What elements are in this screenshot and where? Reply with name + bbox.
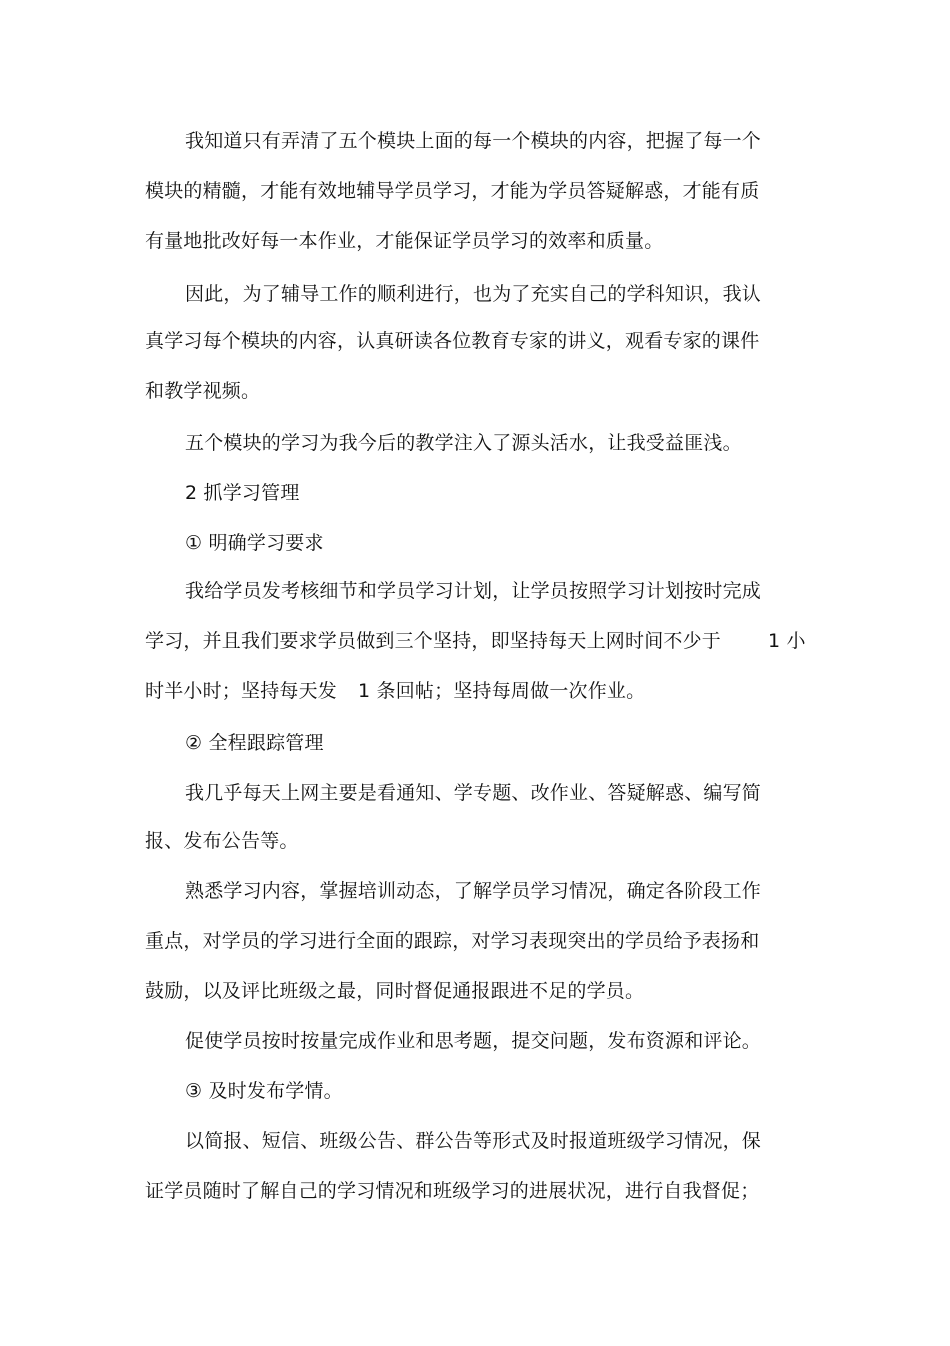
text-line: 报、发布公告等。 [145,830,299,852]
subsection-heading: ③ 及时发布学情。 [185,1080,343,1102]
text-line: 我几乎每天上网主要是看通知、学专题、改作业、答疑解惑、编写简 [185,782,762,804]
text-line: 模块的精髓，才能有效地辅导学员学习，才能为学员答疑解惑，才能有质 [145,180,760,202]
text-fragment: 1 小 [768,630,806,652]
text-line: 和教学视频。 [145,380,261,402]
subsection-heading: ① 明确学习要求 [185,532,324,554]
text-line: 真学习每个模块的内容，认真研读各位教育专家的讲义，观看专家的课件 [145,330,760,352]
text-fragment: 1 条回帖；坚持每周做一次作业。 [358,680,646,702]
text-line: 我给学员发考核细节和学员学习计划，让学员按照学习计划按时完成 [185,580,762,602]
text-line: 熟悉学习内容，掌握培训动态，了解学员学习情况，确定各阶段工作 [185,880,762,902]
text-line: 以简报、短信、班级公告、群公告等形式及时报道班级学习情况，保 [185,1130,762,1152]
section-heading: 2 抓学习管理 [185,482,300,504]
text-line: 有量地批改好每一本作业，才能保证学员学习的效率和质量。 [145,230,664,252]
text-line: 促使学员按时按量完成作业和思考题，提交问题，发布资源和评论。 [185,1030,762,1052]
text-line: 学习，并且我们要求学员做到三个坚持，即坚持每天上网时间不少于 [145,630,722,652]
text-line: 五个模块的学习为我今后的教学注入了源头活水，让我受益匪浅。 [185,432,742,454]
text-line: 证学员随时了解自己的学习情况和班级学习的进展状况，进行自我督促； [145,1180,760,1202]
text-line: 鼓励，以及评比班级之最，同时督促通报跟进不足的学员。 [145,980,645,1002]
text-line: 重点，对学员的学习进行全面的跟踪，对学习表现突出的学员给予表扬和 [145,930,760,952]
text-line: 因此，为了辅导工作的顺利进行，也为了充实自己的学科知识，我认 [185,283,762,305]
text-line: 时半小时；坚持每天发 [145,680,338,702]
subsection-heading: ② 全程跟踪管理 [185,732,324,754]
text-line: 我知道只有弄清了五个模块上面的每一个模块的内容，把握了每一个 [185,130,762,152]
